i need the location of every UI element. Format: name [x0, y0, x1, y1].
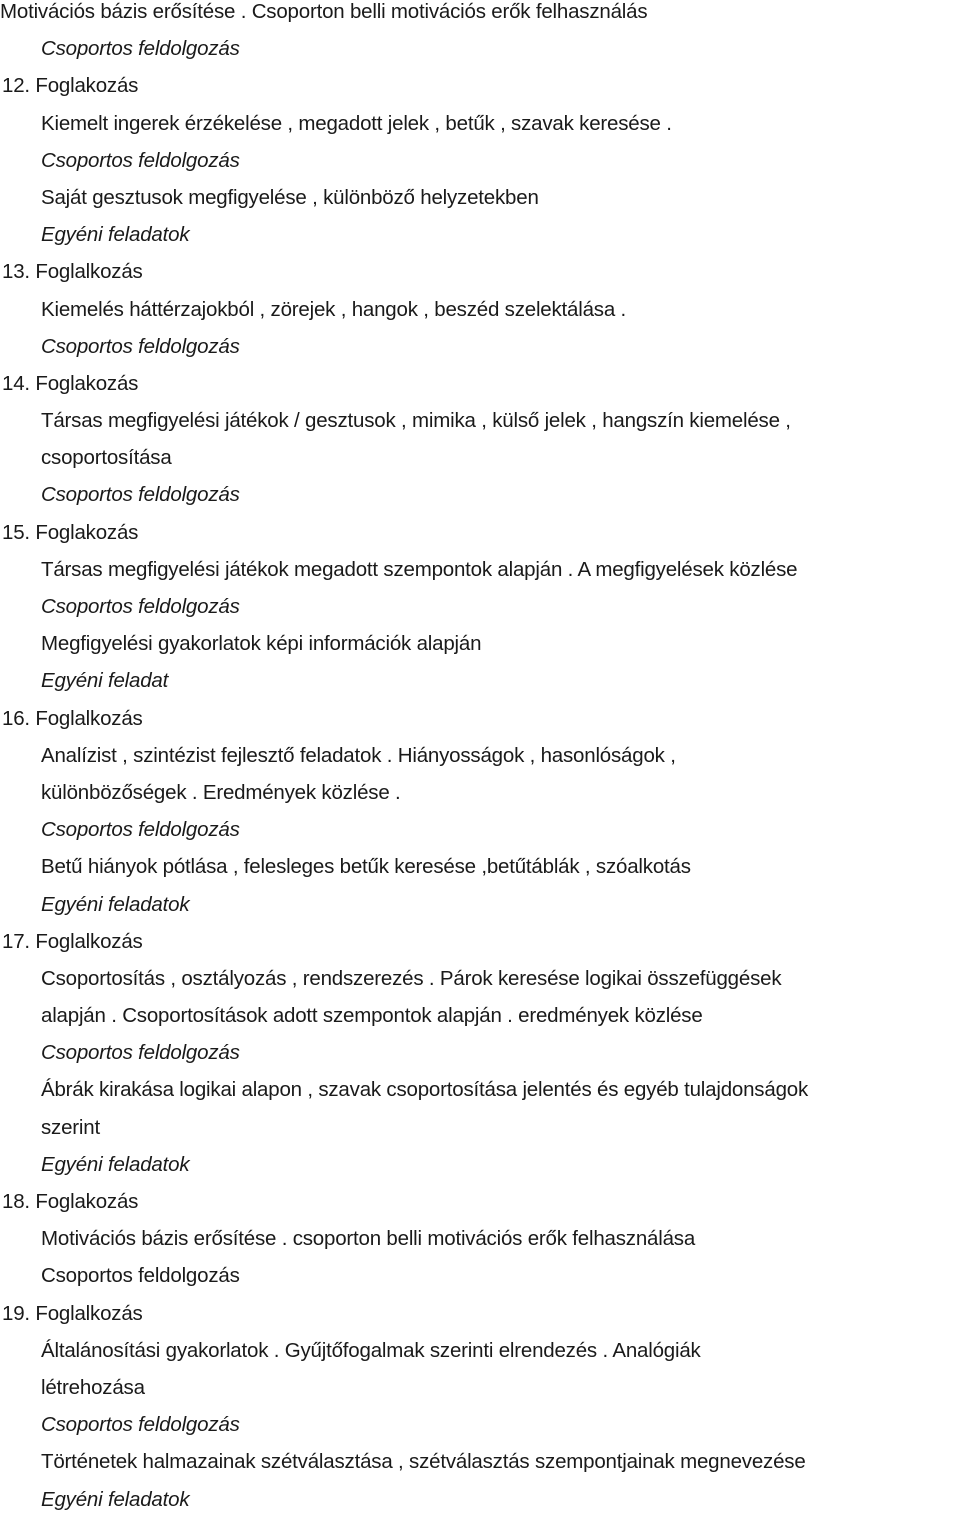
work-mode-label: Csoportos feldolgozás [41, 1413, 240, 1437]
activity-text: Társas megfigyelési játékok / gesztusok , mimika , külső jelek , hangszín kiemelése , [41, 409, 791, 433]
work-mode-label: Csoportos feldolgozás [41, 334, 240, 358]
work-mode-label: Egyéni feladatok [41, 1152, 190, 1176]
session-heading: 15. Foglakozás [2, 520, 139, 544]
work-mode-label: Egyéni feladatok [41, 892, 190, 916]
work-mode-label: Csoportos feldolgozás [41, 37, 240, 61]
activity-text: Megfigyelési gyakorlatok képi információk alapján [41, 632, 482, 656]
activity-text: Analízist , szintézist fejlesztő feladatok . Hiányosságok , hasonlóságok , [41, 743, 676, 767]
activity-text: Társas megfigyelési játékok megadott szempontok alapján . A megfigyelések közlése [41, 557, 798, 581]
activity-text: Kiemelt ingerek érzékelése , megadott jelek , betűk , szavak keresése . [41, 111, 672, 135]
work-mode-label: Egyéni feladatok [41, 223, 190, 247]
work-mode-label: Csoportos feldolgozás [41, 483, 240, 507]
activity-text: Ábrák kirakása logikai alapon , szavak csoportosítása jelentés és egyéb tulajdonságok [41, 1078, 809, 1102]
activity-text: Csoportosítás , osztályozás , rendszerezés . Párok keresése logikai összefüggések [41, 966, 782, 990]
activity-text: Motivációs bázis erősítése . Csoporton belli motivációs erők felhasználás [0, 0, 648, 23]
session-heading: 16. Foglalkozás [2, 706, 143, 730]
activity-text: szerint [41, 1115, 100, 1139]
session-heading: 13. Foglalkozás [2, 260, 143, 284]
activity-text: Saját gesztusok megfigyelése , különböző helyzetekben [41, 185, 539, 209]
activity-text: alapján . Csoportosítások adott szempontok alapján . eredmények közlése [41, 1004, 703, 1028]
session-heading: 18. Foglakozás [2, 1190, 139, 1213]
activity-text: Motivációs bázis erősítése . csoporton belli motivációs erők felhasználása [41, 1227, 696, 1251]
session-heading: 17. Foglalkozás [2, 929, 143, 953]
work-mode-label: Egyéni feladat [41, 669, 169, 693]
activity-text: Kiemelés háttérzajokból , zörejek , hangok , beszéd szelektálása . [41, 297, 627, 321]
work-mode-label: Csoportos feldolgozás [41, 148, 240, 172]
work-mode-label: Egyéni feladatok [41, 1487, 190, 1511]
activity-text: csoportosítása [41, 446, 172, 470]
session-heading: 14. Foglakozás [2, 371, 139, 395]
activity-text: különbözőségek . Eredmények közlése . [41, 780, 401, 804]
session-heading: 19. Foglalkozás [2, 1301, 143, 1325]
activity-text: létrehozása [41, 1375, 145, 1399]
activity-text: Általánosítási gyakorlatok . Gyűjtőfogalmak szerinti elrendezés . Analógiák [41, 1338, 701, 1362]
work-mode-label: Csoportos feldolgozás [41, 595, 240, 618]
work-mode-label: Csoportos feldolgozás [41, 818, 240, 842]
work-mode-label: Csoportos feldolgozás [41, 1041, 240, 1065]
activity-text: Történetek halmazainak szétválasztása , szétválasztás szempontjainak megnevezése [41, 1450, 806, 1474]
activity-text: Csoportos feldolgozás [41, 1264, 240, 1288]
session-heading: 12. Foglakozás [2, 74, 139, 98]
activity-text: Betű hiányok pótlása , felesleges betűk keresése ,betűtáblák , szóalkotás [41, 855, 691, 879]
